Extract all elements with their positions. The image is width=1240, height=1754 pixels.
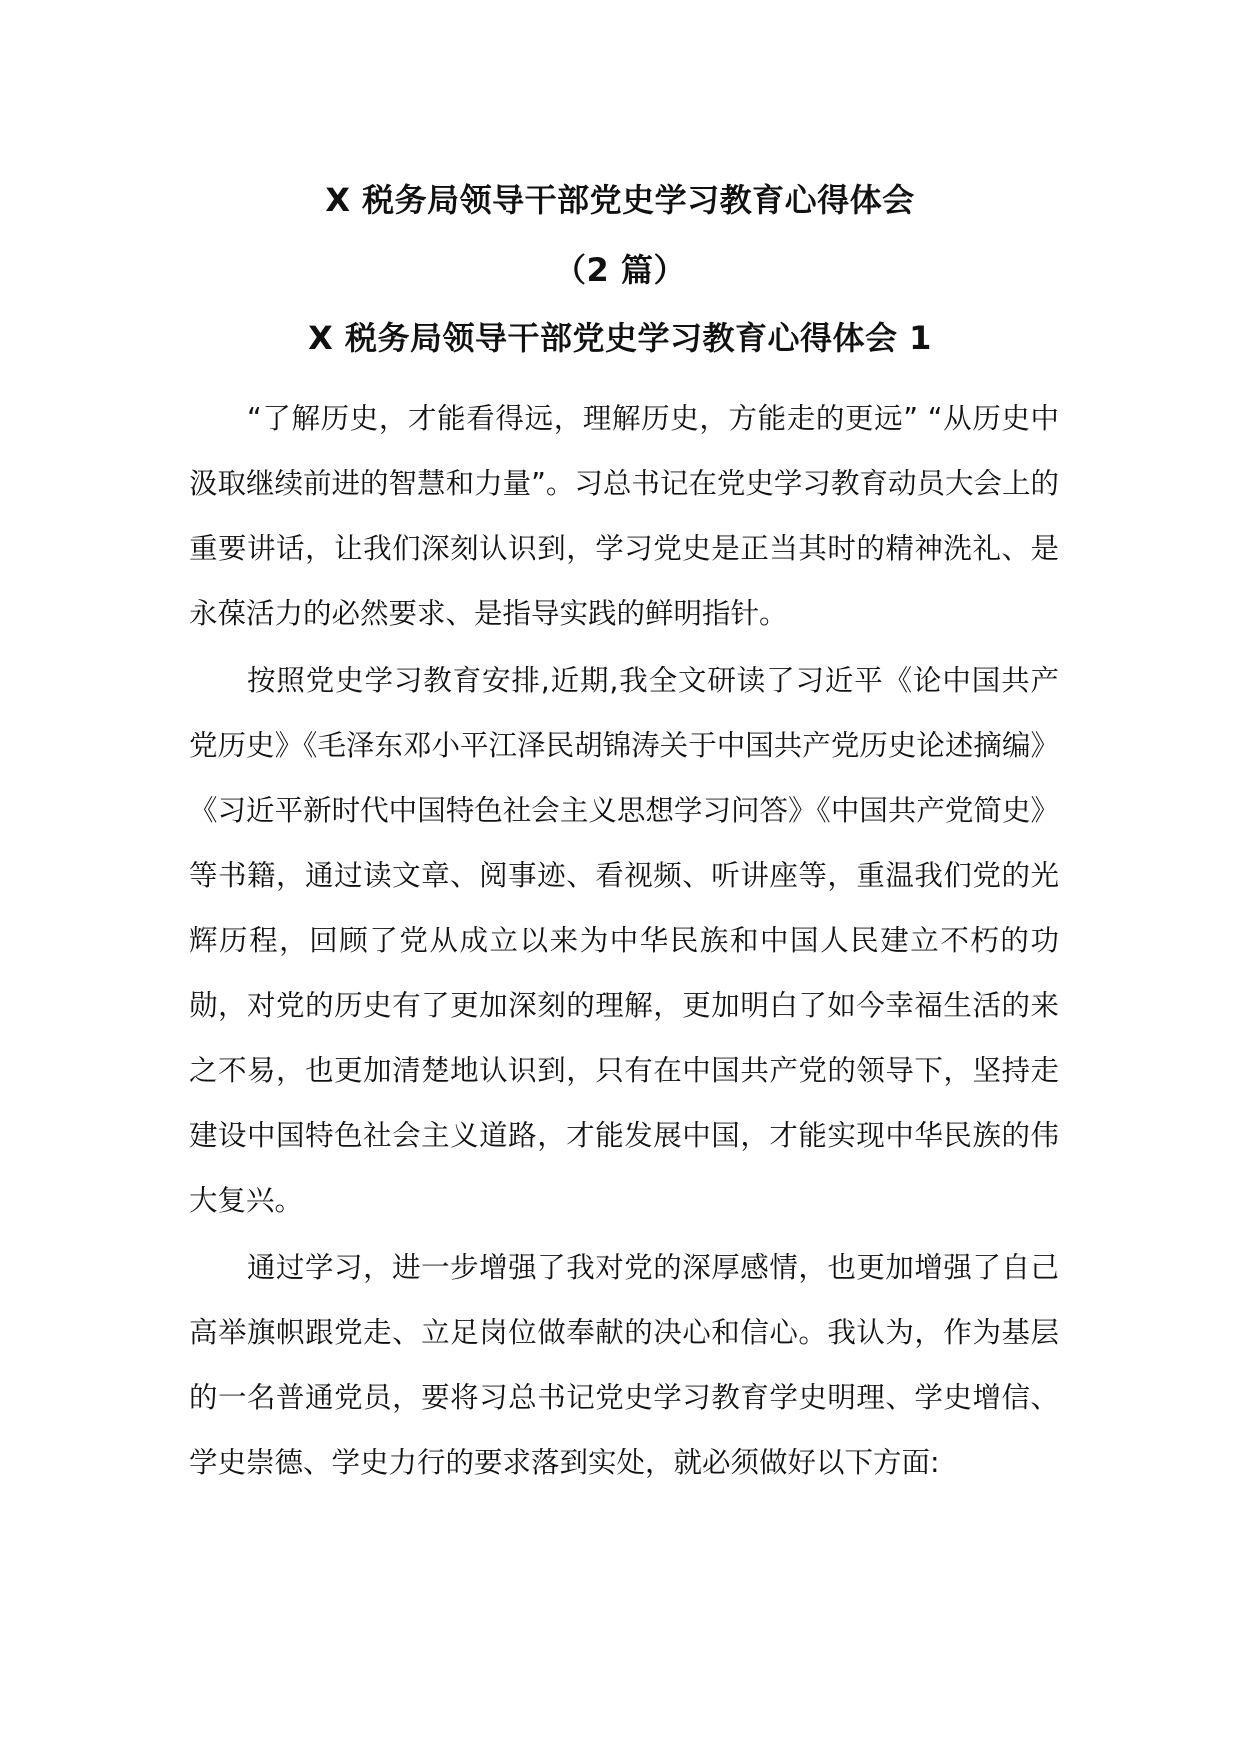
paragraph: 按照党史学习教育安排,近期,我全文研读了习近平《论中国共产党历史》《毛泽东邓小平江泽民胡锦涛关于中国共产党历史论述摘编》《习近平新时代中国特色社会主义思想学习问答》《中国共产党简史》等书籍，通过读文章、阅事迹、看视频、听讲座等，重温我们党的光辉历程，回顾了党从成立以来为中华民族和中国人民建立不朽的功勋，对党的历史有了更加深刻的理解，更加明白了如今幸福生活的来之不易，也更加清楚地认识到，只有在中国共产党的领导下，坚持走建设中国特色社会主义道路，才能发展中国，才能实现中华民族的伟大复兴。 bbox=[189, 664, 1059, 1217]
document-title: X 税务局领导干部党史学习教育心得体会 bbox=[325, 181, 915, 219]
document-body bbox=[189, 386, 1059, 1495]
section-title: X 税务局领导干部党史学习教育心得体会 1 bbox=[308, 319, 932, 357]
paragraph: 通过学习，进一步增强了我对党的深厚感情，也更加增强了自己高举旗帜跟党走、立足岗位做奉献的决心和信心。我认为，作为基层的一名普通党员，要将习总书记党史学习教育学史明理、学史增信、学史崇德、学史力行的要求落到实处，就必须做好以下方面: bbox=[189, 1251, 1059, 1479]
document-count-label: （2 篇） bbox=[554, 251, 686, 289]
paragraph: “了解历史，才能看得远，理解历史，方能走的更远” “从历史中汲取继续前进的智慧和力量”。习总书记在党史学习教育动员大会上的重要讲话，让我们深刻认识到，学习党史是正当其时的精神洗礼、是永葆活力的必然要求、是指导实践的鲜明指针。 bbox=[189, 402, 1059, 630]
